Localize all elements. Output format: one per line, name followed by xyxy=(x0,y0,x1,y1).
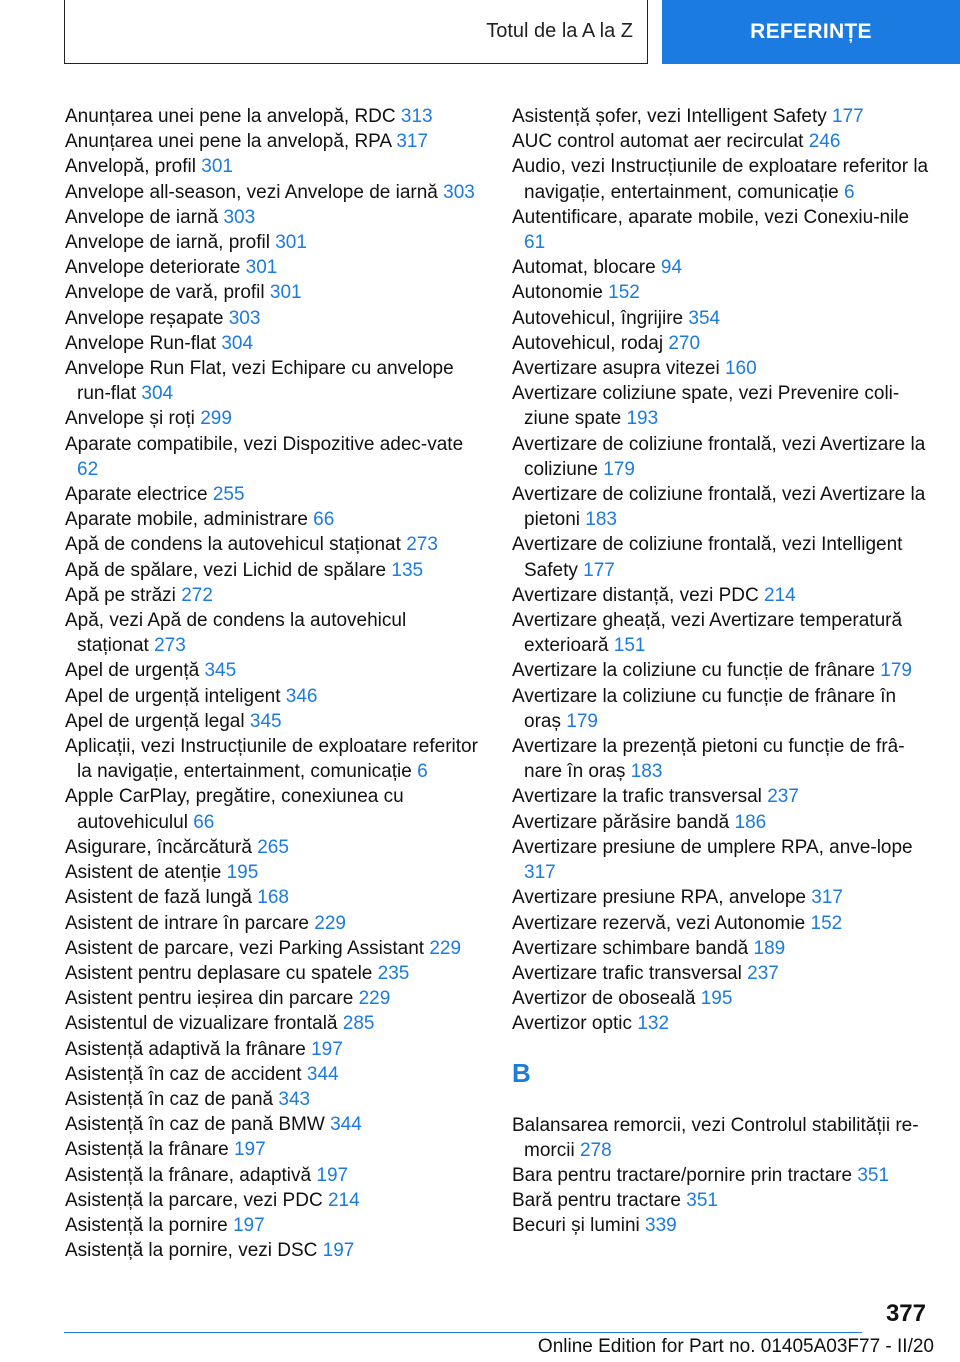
index-entry-term: Anunțarea unei pene la anvelopă, RDC xyxy=(65,106,396,127)
index-entry-term: Automat, blocare xyxy=(512,257,656,279)
index-entry-term: Avertizare de coliziune frontală, vezi Intelligent Safety xyxy=(512,534,903,581)
index-entry-term: Avertizare la prezență pietoni cu funcție de frâ-nare în oraș xyxy=(512,736,905,783)
index-entry-page-link[interactable]: 177 xyxy=(832,106,864,127)
index-group-a xyxy=(512,104,932,1037)
index-entry-page-link[interactable]: 6 xyxy=(844,181,855,203)
index-entry-page-link[interactable]: 229 xyxy=(358,988,391,1010)
index-entry-term: Aparate mobile, administrare xyxy=(65,509,308,531)
index-entry-page-link[interactable]: 177 xyxy=(583,559,615,581)
index-entry-page-link[interactable]: 273 xyxy=(406,534,438,556)
index-entry-page-link[interactable]: 179 xyxy=(566,710,598,732)
index-entry xyxy=(65,961,480,986)
index-entry xyxy=(65,104,480,129)
index-entry-term: Asistentul de vizualizare frontală xyxy=(65,1013,338,1035)
index-entry xyxy=(512,1011,932,1036)
index-entry xyxy=(512,432,932,482)
index-entry-page-link[interactable]: 62 xyxy=(77,458,99,480)
index-entry-page-link[interactable]: 197 xyxy=(233,1139,266,1161)
index-entry xyxy=(512,306,932,331)
index-entry xyxy=(65,885,480,910)
index-entry-page-link[interactable]: 152 xyxy=(810,912,843,934)
index-entry xyxy=(512,583,932,608)
index-entry-term: Anunțarea unei pene la anvelopă, RPA xyxy=(65,131,392,153)
index-entry xyxy=(512,482,932,532)
index-entry-page-link[interactable]: 193 xyxy=(626,408,659,430)
index-entry-page-link[interactable]: 313 xyxy=(400,106,433,127)
index-entry xyxy=(65,154,480,179)
index-entry-term: Apă de condens la autovehicul staționat xyxy=(65,534,401,556)
index-entry-term: Anvelope all-season, vezi Anvelope de iarnă xyxy=(65,181,438,203)
index-entry-term: Apel de urgență legal xyxy=(65,710,245,732)
header-section-box xyxy=(64,0,648,64)
index-entry-term: Anvelope reșapate xyxy=(65,307,224,329)
index-entry-term: Asistență la frânare, adaptivă xyxy=(65,1164,312,1186)
index-entry-page-link[interactable]: 301 xyxy=(201,156,233,178)
index-entry-page-link[interactable]: 152 xyxy=(608,282,640,304)
index-entry-page-link[interactable]: 66 xyxy=(313,509,335,531)
index-entry xyxy=(512,961,932,986)
index-entry xyxy=(65,482,480,507)
index-entry xyxy=(512,911,932,936)
index-entry-page-link[interactable]: 168 xyxy=(257,887,289,909)
index-entry xyxy=(65,255,480,280)
index-entry-term: Asistent pentru ieșirea din parcare xyxy=(65,988,354,1010)
index-entry xyxy=(65,784,480,834)
index-entry-term: Apple CarPlay, pregătire, conexiunea cu autovehiculul xyxy=(65,786,404,833)
index-entry-page-link[interactable]: 343 xyxy=(278,1088,311,1110)
index-entry-term: Asistent de atenție xyxy=(65,862,222,884)
index-entry-term: Asistență în caz de pană xyxy=(65,1088,274,1110)
index-entry-page-link[interactable]: 135 xyxy=(391,559,424,581)
index-entry xyxy=(512,532,932,582)
index-entry-page-link[interactable]: 179 xyxy=(603,458,635,480)
index-entry-page-link[interactable]: 317 xyxy=(811,887,843,909)
index-entry-page-link[interactable]: 345 xyxy=(204,660,237,682)
index-entry-page-link[interactable]: 160 xyxy=(724,358,757,380)
index-entry-term: Anvelope de vară, profil xyxy=(65,282,265,304)
index-column-right xyxy=(512,104,932,1239)
index-entry-term: Avertizare de coliziune frontală, vezi Avertizare la coliziune xyxy=(512,433,926,480)
index-entry xyxy=(512,658,932,683)
index-entry-term: Apă pe străzi xyxy=(65,584,176,606)
index-entry-term: Asistență în caz de accident xyxy=(65,1063,302,1085)
index-entry-page-link[interactable]: 197 xyxy=(322,1240,355,1262)
index-entry-term: Aparate compatibile, vezi Dispozitive adec-vate xyxy=(65,433,464,455)
index-entry xyxy=(65,180,480,205)
index-entry xyxy=(65,1213,480,1238)
header-tab-label: REFERINȚE xyxy=(750,20,872,43)
index-entry-term: Aplicații, vezi Instrucțiunile de exploatare referitor la navigație, entertainment, comunicație xyxy=(65,736,478,783)
index-entry-page-link[interactable]: 346 xyxy=(285,685,318,707)
header-tab-referinte[interactable] xyxy=(662,0,960,64)
index-entry xyxy=(512,885,932,910)
index-entry-page-link[interactable]: 214 xyxy=(327,1189,360,1211)
index-entry xyxy=(65,1163,480,1188)
index-entry-term: Bara pentru tractare/pornire prin tractare xyxy=(512,1164,853,1186)
index-entry-term: Apel de urgență inteligent xyxy=(65,685,281,707)
index-entry-page-link[interactable]: 229 xyxy=(314,912,346,934)
index-entry xyxy=(65,936,480,961)
index-entry xyxy=(65,911,480,936)
index-entry-term: Avertizare de coliziune frontală, vezi Avertizare la pietoni xyxy=(512,484,926,531)
index-entry-term: Asigurare, încărcătură xyxy=(65,836,252,858)
index-entry xyxy=(512,129,932,154)
index-entry xyxy=(65,1112,480,1137)
index-entry xyxy=(512,608,932,658)
index-entry-page-link[interactable]: 317 xyxy=(524,862,556,884)
index-entry-page-link[interactable]: 183 xyxy=(585,509,617,531)
index-entry-page-link[interactable]: 237 xyxy=(767,786,799,808)
index-entry-term: Asistență la pornire, vezi DSC xyxy=(65,1240,318,1262)
index-entry xyxy=(512,280,932,305)
header-section-title: Totul de la A la Z xyxy=(486,20,633,42)
index-entry-term: Asistență adaptivă la frânare xyxy=(65,1038,306,1060)
index-entry xyxy=(65,356,480,406)
index-entry-term: Avertizare la coliziune cu funcție de frânare xyxy=(512,660,875,682)
index-entry-page-link[interactable]: 186 xyxy=(734,811,767,833)
section-letter-b: B xyxy=(512,1057,531,1088)
index-entry-page-link[interactable]: 197 xyxy=(316,1164,349,1186)
index-entry-term: Becuri și lumini xyxy=(512,1215,640,1237)
index-entry-page-link[interactable]: 255 xyxy=(212,484,245,506)
index-entry-term: Avertizare gheață, vezi Avertizare temperatură exterioară xyxy=(512,610,903,657)
index-entry xyxy=(65,1188,480,1213)
index-entry-term: Avertizare asupra vitezei xyxy=(512,358,720,380)
index-entry-term: Autentificare, aparate mobile, vezi Conexiu-nile xyxy=(512,206,910,228)
index-entry xyxy=(65,709,480,734)
index-entry-term: Bară pentru tractare xyxy=(512,1190,681,1212)
index-entry-term: Avertizare presiune RPA, anvelope xyxy=(512,887,806,909)
index-entry-term: Avertizare rezervă, vezi Autonomie xyxy=(512,912,806,934)
index-entry-page-link[interactable]: 214 xyxy=(764,584,796,606)
index-entry xyxy=(512,331,932,356)
index-entry xyxy=(512,205,932,255)
index-entry-term: Asistență la parcare, vezi PDC xyxy=(65,1189,323,1211)
index-entry xyxy=(65,583,480,608)
index-entry-term: Avertizare la coliziune cu funcție de frânare în oraș xyxy=(512,685,897,732)
index-entry-term: Asistent de intrare în parcare xyxy=(65,912,309,934)
index-entry-page-link[interactable]: 229 xyxy=(429,937,462,959)
index-entry xyxy=(65,986,480,1011)
index-entry xyxy=(512,734,932,784)
index-entry xyxy=(512,986,932,1011)
index-entry-page-link[interactable]: 285 xyxy=(342,1013,375,1035)
index-entry-term: Aparate electrice xyxy=(65,484,208,506)
index-entry xyxy=(512,356,932,381)
index-entry-term: Avertizare distanță, vezi PDC xyxy=(512,584,759,606)
index-entry-page-link[interactable]: 351 xyxy=(686,1190,718,1212)
index-entry xyxy=(65,1238,480,1263)
index-entry-page-link[interactable]: 265 xyxy=(257,836,289,858)
index-entry xyxy=(65,230,480,255)
index-entry-page-link[interactable]: 345 xyxy=(249,710,282,732)
index-entry-page-link[interactable]: 197 xyxy=(232,1214,265,1236)
index-entry-page-link[interactable]: 183 xyxy=(630,761,663,783)
index-entry xyxy=(65,835,480,860)
index-entry-page-link[interactable]: 301 xyxy=(269,282,302,304)
index-entry xyxy=(65,331,480,356)
index-entry-page-link[interactable]: 195 xyxy=(226,862,259,884)
index-entry xyxy=(512,154,932,204)
index-entry-page-link[interactable]: 351 xyxy=(857,1164,890,1186)
index-entry-term: Audio, vezi Instrucțiunile de exploatare referitor la navigație, entertainment, comunicație xyxy=(512,156,929,203)
index-entry-term: Avertizare părăsire bandă xyxy=(512,811,730,833)
index-entry-page-link[interactable]: 273 xyxy=(154,635,186,657)
index-entry-page-link[interactable]: 303 xyxy=(228,307,261,329)
index-entry-page-link[interactable]: 303 xyxy=(443,181,475,203)
index-entry-term: Avertizare trafic transversal xyxy=(512,962,742,984)
index-entry-term: Anvelope Run-flat xyxy=(65,332,217,354)
index-entry xyxy=(65,406,480,431)
index-entry-page-link[interactable]: 195 xyxy=(700,988,733,1010)
index-entry-page-link[interactable]: 272 xyxy=(181,584,213,606)
page-number: 377 xyxy=(885,1300,926,1327)
index-entry-term: Asistență la frânare xyxy=(65,1139,229,1161)
index-entry-term: Balansarea remorcii, vezi Controlul stabilității re-morcii xyxy=(512,1114,919,1161)
index-entry-term: Avertizor optic xyxy=(512,1013,633,1035)
index-entry-term: Anvelope Run Flat, vezi Echipare cu anvelope run-flat xyxy=(65,358,454,405)
index-entry-page-link[interactable]: 304 xyxy=(141,383,174,405)
index-entry-term: Anvelope de iarnă xyxy=(65,206,219,228)
index-entry-page-link[interactable]: 94 xyxy=(660,257,683,279)
index-entry-page-link[interactable]: 6 xyxy=(417,761,428,783)
index-entry-page-link[interactable]: 339 xyxy=(645,1215,677,1237)
index-entry xyxy=(512,936,932,961)
index-entry xyxy=(512,381,932,431)
index-entry-term: Avertizare presiune de umplere RPA, anve-lope xyxy=(512,836,913,858)
index-entry-page-link[interactable]: 344 xyxy=(306,1063,339,1085)
index-entry-page-link[interactable]: 301 xyxy=(245,257,278,279)
index-entry xyxy=(65,608,480,658)
index-entry-term: Avertizare la trafic transversal xyxy=(512,786,762,808)
index-entry xyxy=(512,810,932,835)
index-entry-term: Apă, vezi Apă de condens la autovehicul staționat xyxy=(65,610,407,657)
index-entry-term: Anvelope de iarnă, profil xyxy=(65,232,270,254)
index-entry xyxy=(65,129,480,154)
index-entry xyxy=(65,658,480,683)
index-column-left xyxy=(65,104,480,1263)
index-entry xyxy=(65,558,480,583)
index-entry-page-link[interactable]: 354 xyxy=(688,307,721,329)
index-entry-term: Avertizare coliziune spate, vezi Prevenire coli-ziune spate xyxy=(512,383,900,430)
index-entry-term: Asistență șofer, vezi Intelligent Safety xyxy=(512,106,827,127)
index-entry-page-link[interactable]: 317 xyxy=(396,131,429,153)
index-entry xyxy=(512,104,932,129)
index-entry-page-link[interactable]: 235 xyxy=(377,962,410,984)
index-entry xyxy=(512,684,932,734)
index-entry-page-link[interactable]: 189 xyxy=(753,937,786,959)
index-entry xyxy=(512,1113,932,1163)
index-entry-page-link[interactable]: 278 xyxy=(579,1139,612,1161)
index-entry xyxy=(65,205,480,230)
index-entry-term: Anvelopă, profil xyxy=(65,156,196,178)
index-entry xyxy=(65,1137,480,1162)
index-entry-page-link[interactable]: 303 xyxy=(223,206,256,228)
index-entry-page-link[interactable]: 301 xyxy=(275,232,307,254)
index-entry xyxy=(65,532,480,557)
index-entry-page-link[interactable]: 299 xyxy=(200,408,232,430)
footer-divider xyxy=(64,1332,862,1333)
index-entry xyxy=(512,1163,932,1188)
index-entry-term: Anvelope și roți xyxy=(65,408,195,430)
index-entry xyxy=(65,1037,480,1062)
index-entry-term: Autonomie xyxy=(512,282,603,304)
index-entry xyxy=(65,280,480,305)
index-entry-term: Autovehicul, rodaj xyxy=(512,332,664,354)
index-entry-page-link[interactable]: 179 xyxy=(880,660,912,682)
index-entry xyxy=(512,784,932,809)
index-entry xyxy=(512,255,932,280)
index-entry-page-link[interactable]: 132 xyxy=(637,1013,670,1035)
index-entry-term: Asistent de fază lungă xyxy=(65,887,252,909)
index-entry xyxy=(65,1087,480,1112)
index-entry-term: Apel de urgență xyxy=(65,660,200,682)
index-entry xyxy=(65,1062,480,1087)
index-entry xyxy=(65,860,480,885)
index-entry xyxy=(65,432,480,482)
index-entry-term: Avertizare schimbare bandă xyxy=(512,937,749,959)
index-entry-page-link[interactable]: 197 xyxy=(311,1038,343,1060)
index-entry-term: AUC control automat aer recirculat xyxy=(512,131,804,153)
index-entry-term: Avertizor de oboseală xyxy=(512,988,696,1010)
index-entry-page-link[interactable]: 66 xyxy=(193,811,215,833)
index-entry-term: Asistent pentru deplasare cu spatele xyxy=(65,962,373,984)
index-entry-term: Autovehicul, îngrijire xyxy=(512,307,684,329)
index-entry xyxy=(65,306,480,331)
index-entry xyxy=(512,835,932,885)
index-entry-page-link[interactable]: 61 xyxy=(524,232,546,254)
index-entry xyxy=(65,734,480,784)
index-entry-page-link[interactable]: 151 xyxy=(613,635,646,657)
index-entry-page-link[interactable]: 237 xyxy=(747,962,779,984)
index-entry xyxy=(512,1213,932,1238)
index-entry-page-link[interactable]: 246 xyxy=(808,131,841,153)
index-entry xyxy=(65,507,480,532)
index-group-b xyxy=(512,1113,932,1239)
index-entry-page-link[interactable]: 270 xyxy=(668,332,701,354)
index-entry xyxy=(65,684,480,709)
index-entry-term: Asistență la pornire xyxy=(65,1214,228,1236)
footer-edition: Online Edition for Part no. 01405A03F77 - II/20 xyxy=(537,1336,934,1357)
index-entry-page-link[interactable]: 304 xyxy=(221,332,254,354)
index-entry xyxy=(512,1188,932,1213)
index-entry-term: Apă de spălare, vezi Lichid de spălare xyxy=(65,559,387,581)
index-entry-term: Anvelope deteriorate xyxy=(65,257,241,279)
index-entry-term: Asistență în caz de pană BMW xyxy=(65,1114,325,1136)
index-entry-term: Asistent de parcare, vezi Parking Assistant xyxy=(65,937,425,959)
index-entry-page-link[interactable]: 344 xyxy=(330,1114,362,1136)
index-entry xyxy=(65,1011,480,1036)
